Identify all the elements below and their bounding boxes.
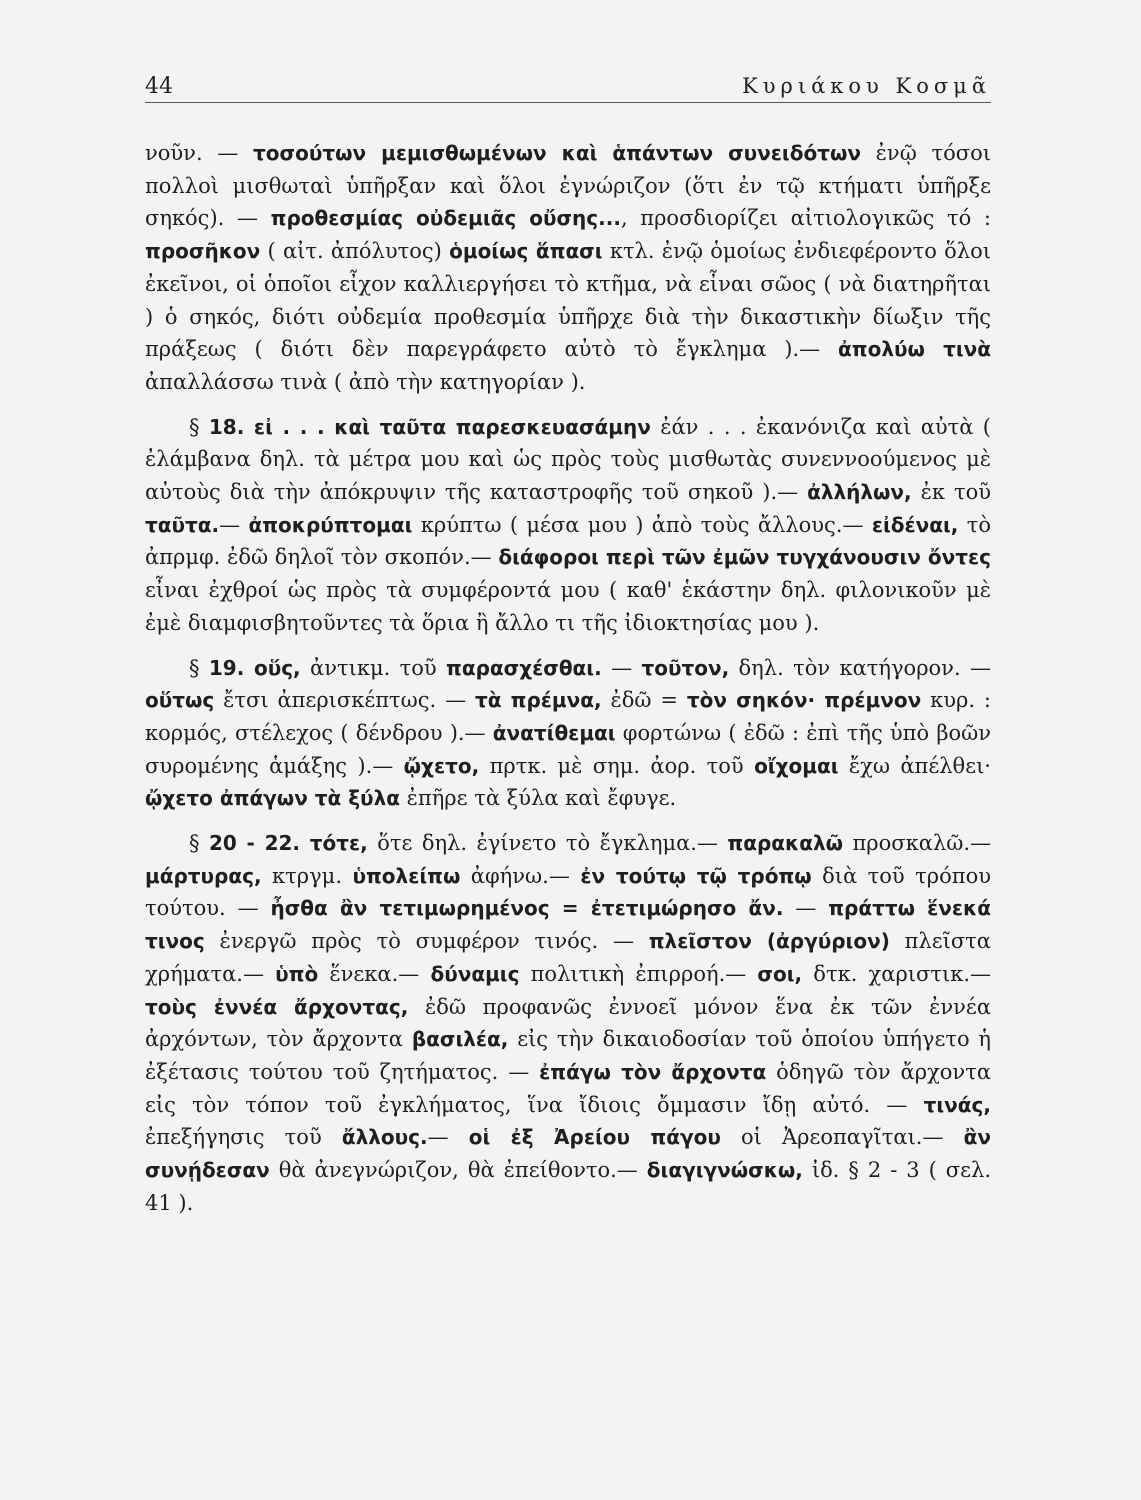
lemma-term: πλεῖστον (ἀργύριον) — [648, 929, 890, 954]
commentary-text: ἐκ τοῦ — [911, 480, 991, 505]
lemma-term: εἰδέναι, — [871, 512, 959, 537]
commentary-text: προσκαλῶ.— — [843, 831, 992, 856]
commentary-text: ἀπαλλάσσω τινὰ ( ἀπὸ τὴν κατηγορίαν ). — [145, 369, 586, 394]
lemma-term: διάφοροι περὶ τῶν ἐμῶν τυγχάνουσιν ὄντες — [498, 545, 991, 570]
lemma-term: διαγιγνώσκω, — [646, 1158, 803, 1183]
commentary-text: ἀφήνω.— — [460, 863, 581, 888]
commentary-text: δηλ. τὸν κατήγορον. — — [729, 655, 991, 680]
commentary-text: θὰ ἀνεγνώριζον, θὰ ἐπείθοντο.— — [269, 1158, 647, 1183]
lemma-term: ᾤχετο, — [403, 753, 480, 778]
lemma-term: ἀνατίθεμαι — [492, 720, 616, 745]
page-header — [145, 68, 991, 103]
commentary-text: ( αἰτ. ἀπόλυτος) — [260, 239, 450, 264]
lemma-term: οἱ ἐξ Ἀρείου πάγου — [468, 1125, 721, 1150]
commentary-text: πρτκ. μὲ σημ. ἀορ. τοῦ — [479, 753, 755, 778]
section-paragraph — [145, 652, 991, 816]
commentary-text: κρύπτω ( μέσα μου ) ἀπὸ τοὺς ἄλλους.— — [412, 512, 872, 537]
lemma-term: 20 - 22. τότε, — [208, 831, 368, 856]
commentary-text: ἔτσι ἀπερισκέπτως. — — [214, 688, 475, 713]
commentary-text: , προσδιορίζει αἰτιολογικῶς τό : — [620, 206, 991, 231]
lemma-term: οἴχομαι — [754, 753, 839, 778]
lemma-term: ἀλλήλων, — [807, 480, 912, 505]
lemma-term: σοι, — [757, 961, 803, 986]
lemma-term: δύναμις — [430, 961, 520, 986]
lemma-term: 18. εἰ . . . καὶ ταῦτα παρεσκευασάμην — [208, 414, 651, 439]
commentary-text: κτργμ. — [261, 863, 353, 888]
commentary-text: ὁδηγῶ τὸν ἄρχοντα εἰς τὸν τόπον τοῦ ἐγκλήματος, ἵνα ἴδιοις ὄμμασιν ἴδῃ αὐτό. — — [145, 1059, 991, 1117]
commentary-text: φορτώνω ( ἐδῶ : ἐπὶ τῆς ὑπὸ βοῶν συρομένης ἁμάξης ).— — [145, 720, 991, 778]
lemma-term: τὸν σηκόν· πρέμνον — [686, 688, 922, 713]
commentary-text: νοῦν. — — [145, 141, 254, 165]
commentary-text: — — [219, 512, 249, 537]
commentary-text: ἐνῷ τόσοι πολλοὶ μισθωταὶ ὑπῆρξαν καὶ ὅλοι ἐγνώριζον (ὅτι ἐν τῷ κτήματι ὑπῆρξε σηκός). — — [145, 141, 991, 231]
commentary-text: πλεῖστα χρήματα.— — [145, 929, 991, 986]
commentary-text: κτλ. ἐνῷ ὁμοίως ἐνδιεφέροντο ὅλοι ἐκεῖνοι, οἱ ὁποῖοι εἶχον καλλιεργήσει τὸ κτῆμα, νὰ εἶναι σῶος ( νὰ διατηρῆται ) ὁ σηκός, διότι οὐδεμία προθεσμία ὑπῆρχε διὰ τὴν δικαστικὴν δίωξιν τῆς πράξεως ( διότι δὲν παρεγράφετο αὐτὸ τὸ ἔγκλημα ).— — [145, 239, 991, 362]
continuation-paragraph — [145, 137, 991, 399]
lemma-term: 19. οὕς, — [208, 655, 301, 680]
commentary-text: εἶναι ἐχθροί ὡς πρὸς τὰ συμφέροντά μου ( καθ' ἑκάστην δηλ. φιλονικοῦν μὲ ἐμὲ διαμφισβητοῦντες τὰ ὅρια ἢ ἄλλο τι τῆς ἰδιοκτησίας μου ). — [145, 578, 991, 635]
commentary-text: εἰς τὴν δικαιοδοσίαν τοῦ ὁποίου ὑπήγετο ἡ ἐξέτασις τούτου τοῦ ζητήματος. — — [145, 1027, 992, 1084]
commentary-text: ἕνεκα.— — [318, 961, 431, 986]
lemma-term: τοσούτων μεμισθωμένων καὶ ἁπάντων συνειδότων — [253, 141, 861, 165]
commentary-text: δτκ. χαριστικ.— — [802, 961, 992, 986]
commentary-text: οἱ Ἀρεοπαγῖται.— — [720, 1125, 964, 1150]
commentary-text: κυρ. : κορμός, στέλεχος ( δένδρου ).— — [145, 688, 991, 745]
commentary-text: § — [189, 831, 209, 856]
commentary-text: ἐδῶ προφανῶς ἐννοεῖ μόνον ἕνα ἐκ τῶν ἐννέα ἀρχόντων, τὸν ἄρχοντα — [145, 994, 991, 1052]
commentary-text: § — [189, 414, 209, 439]
running-head: Κυριάκου Κοσμᾶ — [742, 74, 991, 98]
lemma-term: ἐν τούτῳ τῷ τρόπῳ — [580, 863, 812, 888]
commentary-text: πολιτικὴ ἐπιρροή.— — [519, 961, 758, 986]
lemma-term: πράττω ἕνεκά τινος — [145, 896, 991, 954]
lemma-term: μάρτυρας, — [145, 863, 262, 888]
commentary-text: ἐάν . . . ἐκανόνιζα καὶ αὐτὰ ( ἐλάμβανα δηλ. τὰ μέτρα μου καὶ ὡς πρὸς τοὺς μισθωτὰς συνεννοούμενος μὲ αὐτοὺς διὰ τὴν ἀπόκρυψιν τῆς καταστροφῆς τοῦ σηκοῦ ).— — [145, 414, 991, 505]
page-number: 44 — [145, 74, 173, 99]
lemma-term: προθεσμίας οὐδεμιᾶς οὔσης... — [270, 206, 621, 231]
lemma-term: τοῦτον, — [641, 655, 730, 680]
lemma-term: ἀπολύω τινὰ — [838, 337, 991, 362]
lemma-term: ᾤχετο ἀπάγων τὰ ξύλα — [145, 786, 400, 811]
section-paragraph — [145, 827, 991, 1219]
lemma-term: τοὺς ἐννέα ἄρχοντας, — [145, 994, 409, 1019]
lemma-term: ἂν συνῄδεσαν — [145, 1125, 991, 1183]
lemma-term: προσῆκον — [145, 239, 261, 264]
commentary-text: ἔχω ἀπέλθει· — [838, 753, 991, 778]
commentary-text: ἐπεξήγησις τοῦ — [145, 1125, 342, 1150]
commentary-text: — — [783, 896, 829, 921]
lemma-term: ἐπάγω τὸν ἄρχοντα — [539, 1059, 767, 1084]
commentary-text: ἀντικμ. τοῦ — [300, 655, 447, 680]
commentary-text: § — [189, 655, 209, 680]
lemma-term: ὑπὸ — [275, 961, 319, 986]
commentary-text: — — [601, 655, 642, 680]
lemma-term: βασιλέα, — [411, 1027, 509, 1052]
lemma-term: ταῦτα. — [145, 512, 220, 537]
lemma-term: τινάς, — [923, 1092, 991, 1117]
commentary-text: ἐνεργῶ πρὸς τὸ συμφέρον τινός. — — [204, 929, 649, 954]
commentary-text: διὰ τοῦ τρόπου τούτου. — — [145, 863, 991, 921]
lemma-term: ἦσθα ἂν τετιμωρημένος = ἐτετιμώρησο ἄν. — [270, 896, 784, 921]
lemma-term: ὁμοίως ἅπασι — [449, 239, 603, 264]
lemma-term: τὰ πρέμνα, — [474, 688, 602, 713]
commentary-text: ἰδ. § 2 - 3 ( σελ. 41 ). — [145, 1158, 991, 1215]
lemma-term: ἄλλους. — [341, 1125, 428, 1150]
lemma-term: παρακαλῶ — [727, 831, 844, 856]
page-body — [145, 137, 991, 1220]
commentary-text: ὅτε δηλ. ἐγίνετο τὸ ἔγκλημα.— — [367, 831, 728, 856]
lemma-term: ἀποκρύπτομαι — [248, 512, 413, 537]
commentary-text: — — [427, 1125, 469, 1150]
commentary-text: τὸ ἀπρμφ. ἐδῶ δηλοῖ τὸν σκοπόν.— — [145, 512, 992, 570]
section-paragraph — [145, 411, 991, 640]
lemma-term: ὑπολείπω — [352, 863, 461, 888]
lemma-term: οὕτως — [145, 688, 215, 713]
commentary-text: ἐδῶ = — [601, 688, 687, 713]
lemma-term: παρασχέσθαι. — [446, 655, 602, 680]
commentary-text: ἐπῆρε τὰ ξύλα καὶ ἔφυγε. — [399, 786, 677, 811]
